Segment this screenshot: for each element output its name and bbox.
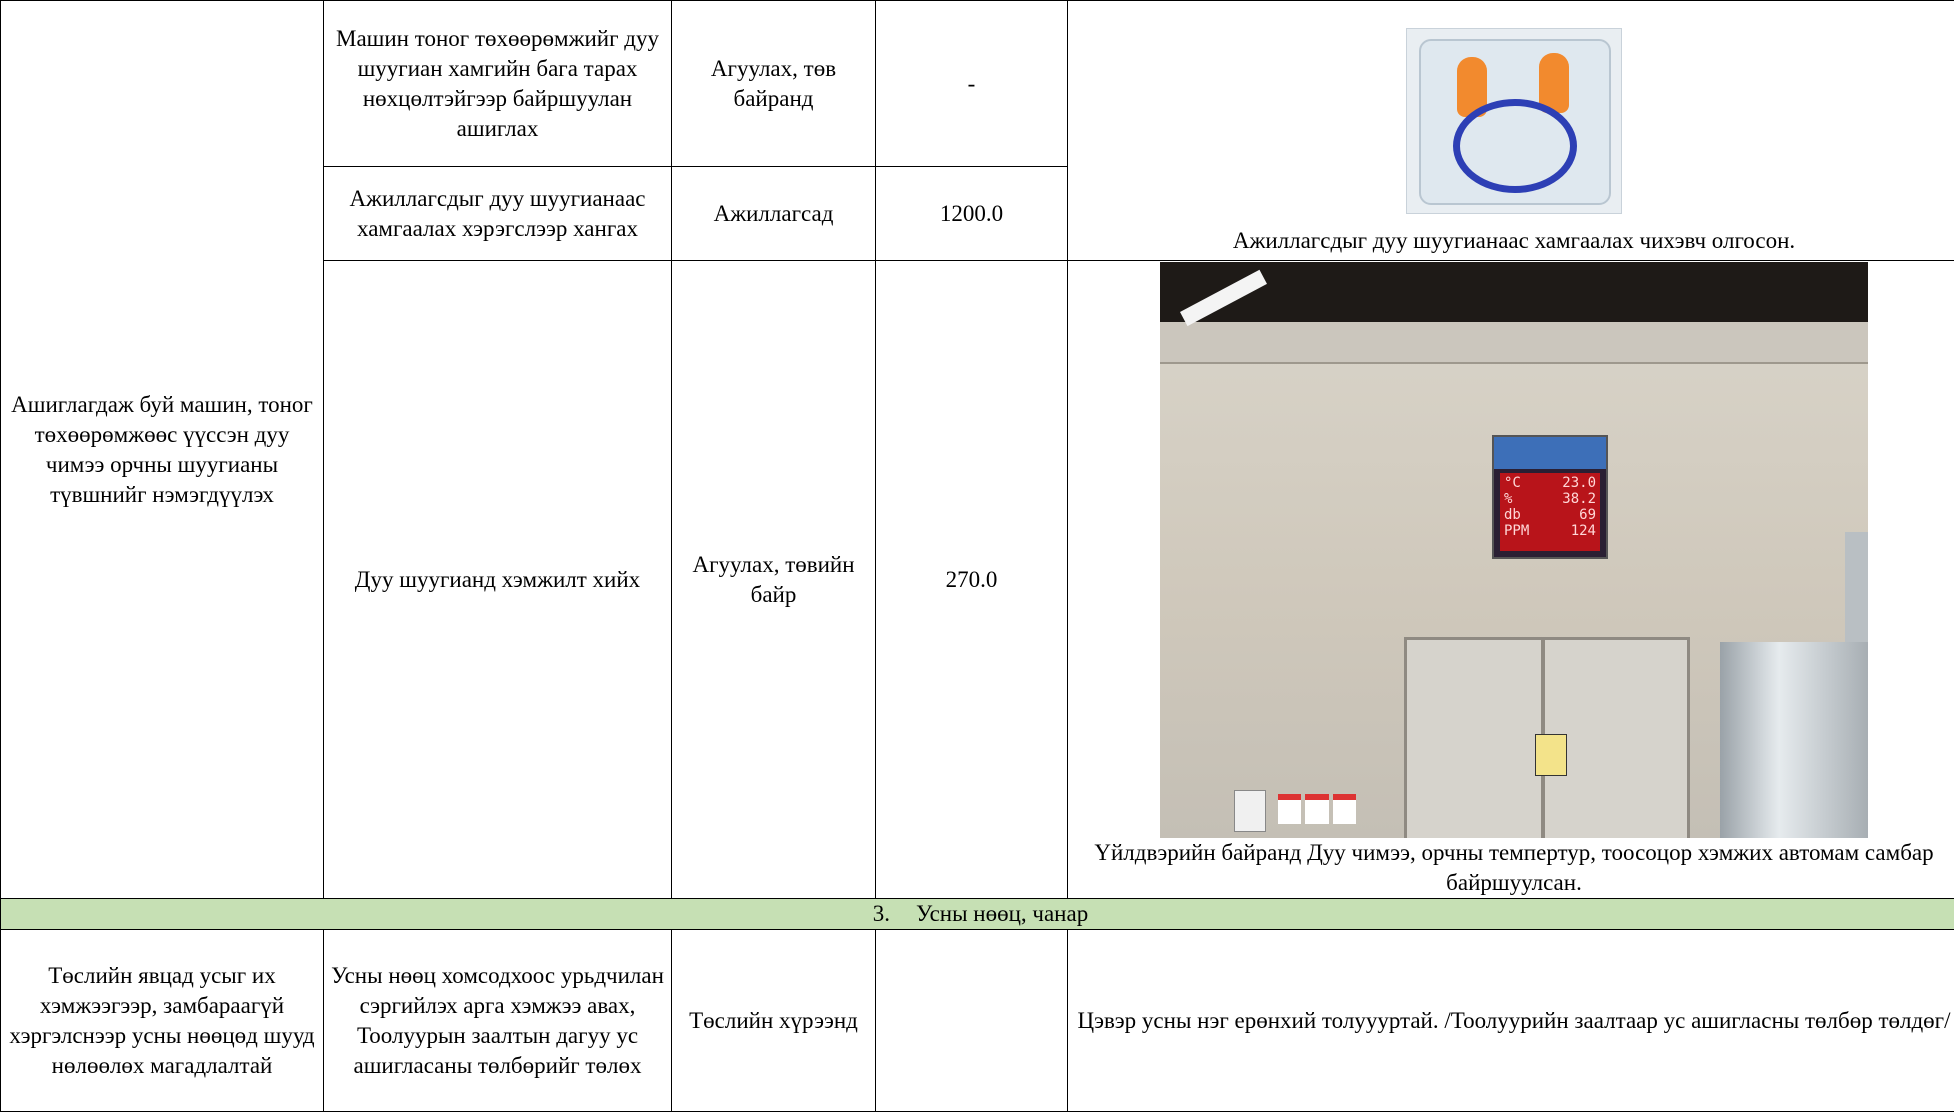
section-title: Усны нөөц, чанар bbox=[916, 901, 1088, 926]
location-cell: Агуулах, төвийн байр bbox=[672, 261, 876, 899]
action-cell: Ажиллагсдыг дуу шуугианаас хамгаалах хэрэгслээр хангах bbox=[324, 167, 672, 261]
action-cell: Дуу шуугианд хэмжилт хийх bbox=[324, 261, 672, 899]
cost-cell bbox=[876, 930, 1068, 1112]
earplug-caption: Ажиллагсдыг дуу шуугианаас хамгаалах чихэвч олгосон. bbox=[1068, 226, 1954, 256]
earplug-evidence-cell bbox=[1068, 1, 1954, 261]
table-row bbox=[1, 1, 1954, 167]
cost-cell: 1200.0 bbox=[876, 167, 1068, 261]
steel-tank-image bbox=[1720, 642, 1868, 838]
table-row bbox=[1, 930, 1954, 1112]
action-cell: Усны нөөц хомсодхоос урьдчилан сэргийлэх арга хэмжээ авах, Тоолуурын заалтын дагуу ус ашигласаны төлбөрийг төлөх bbox=[324, 930, 672, 1112]
location-cell: Ажиллагсад bbox=[672, 167, 876, 261]
reading-row: PPM 124 bbox=[1504, 523, 1596, 539]
safety-sign-image bbox=[1535, 734, 1567, 776]
earplug-cord bbox=[1453, 99, 1577, 193]
action-cell: Машин тоног төхөөрөмжийг дуу шуугиан хамгийн бага тарах нөхцөлтэйгээр байршуулан ашиглах bbox=[324, 1, 672, 167]
warning-stickers-image bbox=[1278, 794, 1356, 824]
earplug-photo bbox=[1406, 28, 1622, 214]
reading-row: db 69 bbox=[1504, 507, 1596, 523]
panel-header bbox=[1494, 437, 1606, 469]
result-cell: Цэвэр усны нэг ерөнхий толуууртай. /Тоолуурийн заалтаар ус ашигласны төлбөр төлдөг/ bbox=[1068, 930, 1954, 1112]
pipe-image bbox=[1845, 532, 1868, 652]
ceiling-lamp bbox=[1180, 269, 1267, 325]
sensor-evidence-cell bbox=[1068, 261, 1954, 899]
impact-cell-noise: Ашиглагдаж буй машин, тоног төхөөрөмжөөс үүссэн дуу чимээ орчны шуугианы түвшнийг нэмэгдүүлэх bbox=[1, 1, 324, 899]
section-title-cell bbox=[1, 899, 1954, 930]
section-number: 3. bbox=[873, 899, 890, 929]
reading-row: °C 23.0 bbox=[1504, 475, 1596, 491]
cost-cell: - bbox=[876, 1, 1068, 167]
sensor-caption: Үйлдвэрийн байранд Дуу чимээ, орчны темпертур, тоосоцор хэмжих автомам самбар байршуулсан. bbox=[1068, 838, 1954, 898]
wall-notice-image bbox=[1234, 790, 1266, 832]
ceiling-beam bbox=[1160, 322, 1868, 364]
location-cell: Төслийн хүрээнд bbox=[672, 930, 876, 1112]
environment-display-panel bbox=[1492, 435, 1608, 559]
reading-row: % 38.2 bbox=[1504, 491, 1596, 507]
location-cell: Агуулах, төв байранд bbox=[672, 1, 876, 167]
impact-cell-water: Төслийн явцад усыг их хэмжээгээр, замбараагүй хэргэлснээр усны нөөцөд шууд нөлөөлөх магадлалтай bbox=[1, 930, 324, 1112]
section-header-row bbox=[1, 899, 1954, 930]
room-sensor-photo bbox=[1160, 262, 1868, 838]
cost-cell: 270.0 bbox=[876, 261, 1068, 899]
panel-readings bbox=[1500, 473, 1600, 551]
